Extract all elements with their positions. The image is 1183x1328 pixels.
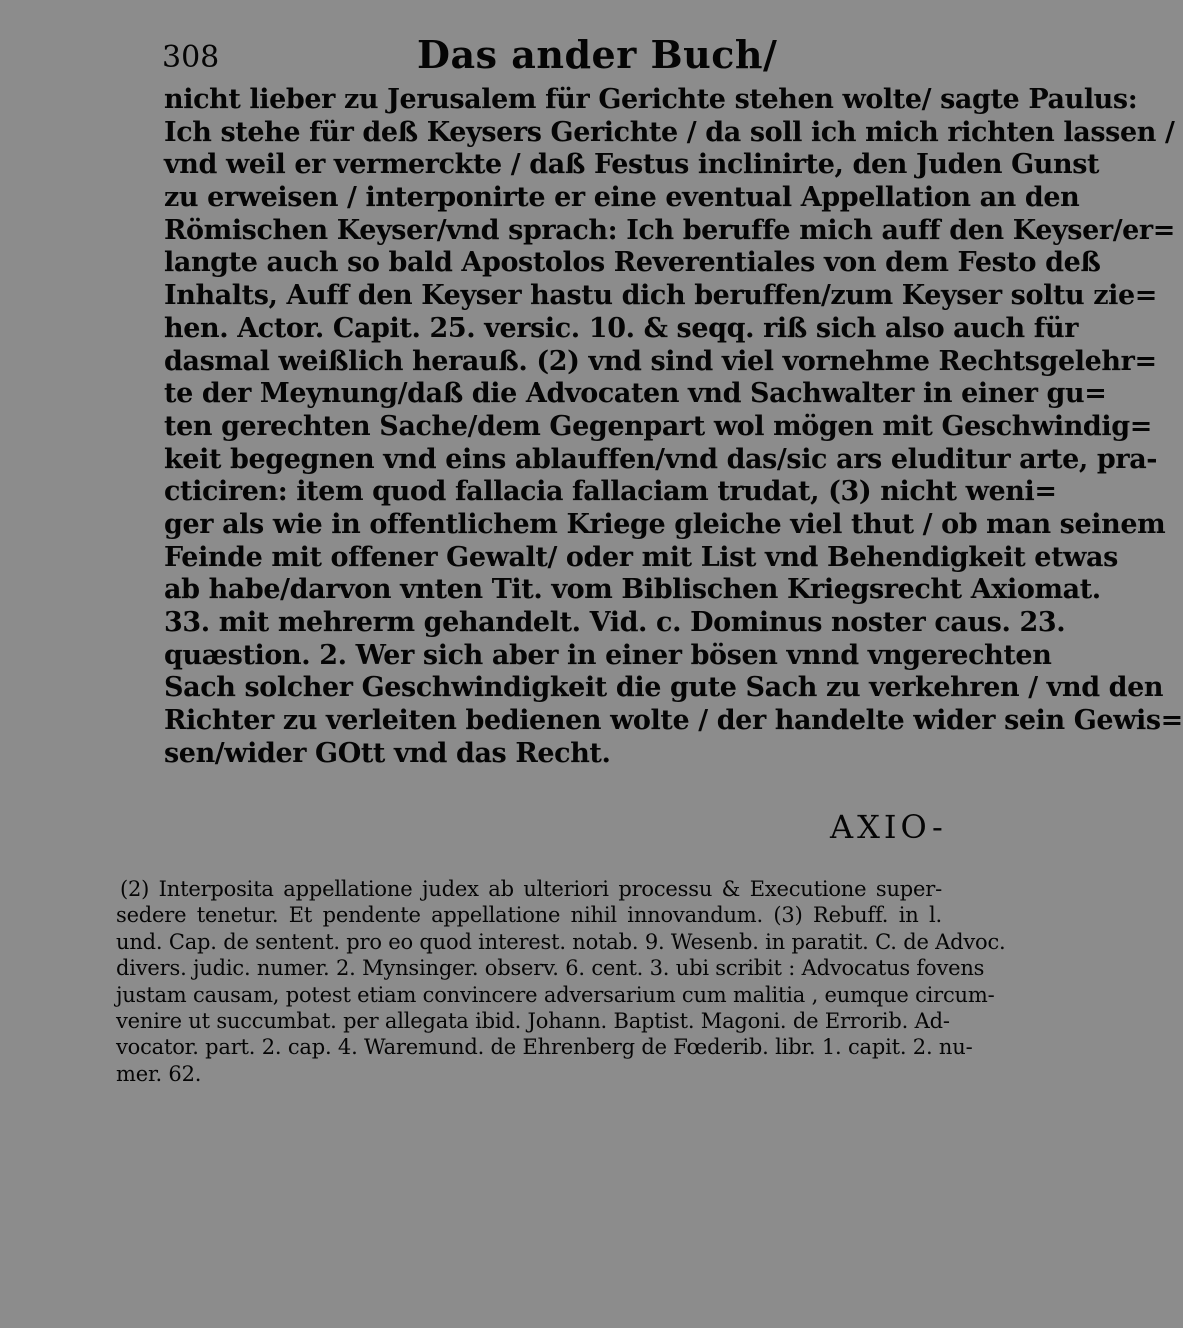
body-line: Inhalts, Auff den Keyser hastu dich beruffen/zum Keyser soltu zie= xyxy=(164,280,1158,312)
body-line: 33. mit mehrerm gehandelt. Vid. c. Dominus noster caus. 23. xyxy=(164,607,1066,638)
body-line: quæstion. 2. Wer sich aber in einer bösen vnnd vngerechten xyxy=(164,639,1052,671)
page-header xyxy=(162,30,942,78)
footnote-line: sedere tenetur. Et pendente appellatione nihil innovandum. (3) Rebuff. in l. xyxy=(116,903,942,928)
body-line: Feinde mit offener Gewalt/ oder mit List vnd Behendigkeit etwas xyxy=(164,541,1118,573)
footnote-line: venire ut succumbat. per allegata ibid. Johann. Baptist. Magoni. de Errorib. Ad- xyxy=(116,1008,950,1033)
page-number: 308 xyxy=(162,40,220,75)
body-line: nicht lieber zu Jerusalem für Gerichte stehen wolte/ sagte Paulus: xyxy=(164,84,1138,115)
footnote-line: (2) Interposita appellatione judex ab ulteriori processu & Executione super- xyxy=(120,877,942,901)
footnote-line: divers. judic. numer. 2. Mynsinger. observ. 6. cent. 3. ubi scribit : Advocatus fovens xyxy=(116,956,985,981)
body-line: Richter zu verleiten bedienen wolte / der handelte wider sein Gewis= xyxy=(164,705,1183,737)
footnote-line: und. Cap. de sentent. pro eo quod interest. notab. 9. Wesenb. in paratit. C. de Advoc. xyxy=(116,929,1006,954)
body-line: ten gerechten Sache/dem Gegenpart wol mögen mit Geschwindig= xyxy=(164,410,1152,442)
body-line: Römischen Keyser/vnd sprach: Ich beruffe mich auff den Keyser/er= xyxy=(164,214,1175,246)
body-line: ab habe/darvon vnten Tit. vom Biblischen Kriegsrecht Axiomat. xyxy=(164,574,1101,606)
body-line: keit begegnen vnd eins ablauffen/vnd das/sic ars eluditur arte, pra- xyxy=(164,443,1158,475)
body-line: vnd weil er vermerckte / daß Festus inclinirte, den Juden Gunst xyxy=(164,149,1100,181)
main-text-block xyxy=(164,84,1183,770)
footnote-line: vocator. part. 2. cap. 4. Waremund. de Ehrenberg de Fœderib. libr. 1. capit. 2. nu- xyxy=(116,1035,973,1060)
running-head: Das ander Buch/ xyxy=(417,32,778,77)
body-line: Ich stehe für deß Keysers Gerichte / da soll ich mich richten lassen / xyxy=(164,116,1175,148)
body-line: hen. Actor. Capit. 25. versic. 10. & seqq. riß sich also auch für xyxy=(164,312,1079,344)
body-line: te der Meynung/daß die Advocaten vnd Sachwalter in einer gu= xyxy=(164,378,1107,410)
body-line: dasmal weißlich herauß. (2) vnd sind viel vornehme Rechtsgelehr= xyxy=(164,345,1157,377)
footnote-line: mer. 62. xyxy=(116,1061,202,1086)
body-line: zu erweisen / interponirte er eine eventual Appellation an den xyxy=(164,182,1080,214)
body-line: sen/wider GOtt vnd das Recht. xyxy=(164,737,611,769)
footnotes-block xyxy=(116,876,1006,1087)
body-line: Sach solcher Geschwindigkeit die gute Sach zu verkehren / vnd den xyxy=(164,672,1164,704)
body-line: langte auch so bald Apostolos Reverentiales von dem Festo deß xyxy=(164,247,1101,279)
catchword: AXIO- xyxy=(830,808,947,846)
footnote-line: justam causam, potest etiam convincere adversarium cum malitia , eumque circum- xyxy=(116,982,995,1007)
body-line: ger als wie in offentlichem Kriege gleiche viel thut / ob man seinem xyxy=(164,508,1166,540)
body-line: cticiren: item quod fallacia fallaciam trudat, (3) nicht weni= xyxy=(164,476,1057,508)
